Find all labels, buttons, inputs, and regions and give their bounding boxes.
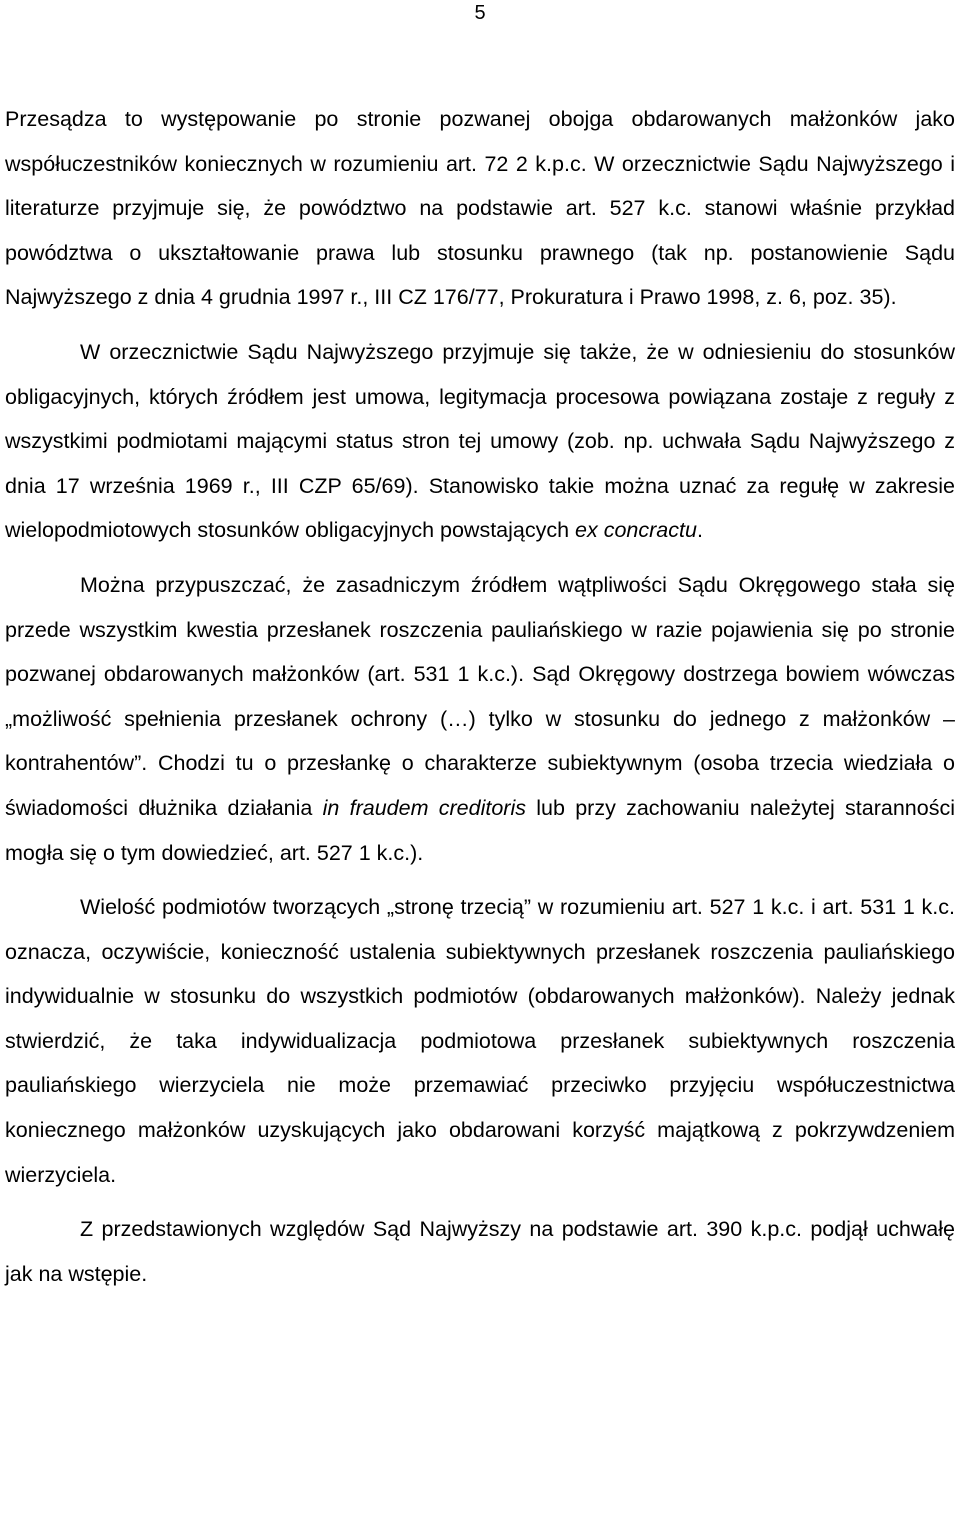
- paragraph-2-text: W orzecznictwie Sądu Najwyższego przyjmuje się także, że w odniesieniu do stosunków obligacyjnych, których źródłem jest umowa, legitymacja procesowa powiązana zostaje z reguły z wszystkimi podmiotami mającymi status stron tej umowy (zob. np. uchwała Sądu Najwyższego z dnia 17 września 1969 r., III CZP 65/69). Stanowisko takie można uznać za regułę w zakresie wielopodmiotowych stosunków obligacyjnych powstających: [5, 339, 955, 543]
- document-body: [5, 97, 955, 1296]
- latin-phrase: ex concractu: [575, 518, 697, 543]
- page-number: 5: [474, 2, 486, 24]
- paragraph-1: Przesądza to występowanie po stronie pozwanej obojga obdarowanych małżonków jako współuczestników koniecznych w rozumieniu art. 72 2 k.p.c. W orzecznictwie Sądu Najwyższego i literaturze przyjmuje się, że powództwo na podstawie art. 527 k.c. stanowi właśnie przykład powództwa o ukształtowanie prawa lub stosunku prawnego (tak np. postanowienie Sądu Najwyższego z dnia 4 grudnia 1997 r., III CZ 176/77, Prokuratura i Prawo 1998, z. 6, poz. 35).: [5, 107, 955, 310]
- paragraph-2-end: .: [696, 518, 703, 543]
- paragraph-5: Z przedstawionych względów Sąd Najwyższy na podstawie art. 390 k.p.c. podjął uchwałę jak na wstępie.: [5, 1217, 955, 1286]
- latin-phrase: in fraudem creditoris: [322, 795, 526, 820]
- paragraph-2: [5, 330, 955, 553]
- paragraph-3: [5, 563, 955, 875]
- paragraph-3-end: lub przy zachowaniu należytej staranności mogła się o tym dowiedzieć, art. 527 1 k.c.).: [5, 795, 955, 865]
- paragraph-3-text: Można przypuszczać, że zasadniczym źródłem wątpliwości Sądu Okręgowego stała się przede wszystkim kwestia przesłanek roszczenia pauliańskiego w razie pojawienia się po stronie pozwanej obdarowanych małżonków (art. 531 1 k.c.). Sąd Okręgowy dostrzega bowiem wówczas „możliwość spełnienia przesłanek ochrony (…) tylko w stosunku do jednego z małżonków – kontrahentów”. Chodzi tu o przesłankę o charakterze subiektywnym (osoba trzecia wiedziała o świadomości dłużnika działania: [5, 572, 955, 820]
- paragraph-4: Wielość podmiotów tworzących „stronę trzecią” w rozumieniu art. 527 1 k.c. i art. 531 1 k.c. oznacza, oczywiście, konieczność ustalenia subiektywnych przesłanek roszczenia pauliańskiego indywidualnie w stosunku do wszystkich podmiotów (obdarowanych małżonków). Należy jednak stwierdzić, że taka indywidualizacja podmiotowa przesłanek subiektywnych roszczenia pauliańskiego wierzyciela nie może przemawiać przeciwko przyjęciu współuczestnictwa koniecznego małżonków uzyskujących jako obdarowani korzyść majątkową z pokrzywdzeniem wierzyciela.: [5, 895, 955, 1187]
